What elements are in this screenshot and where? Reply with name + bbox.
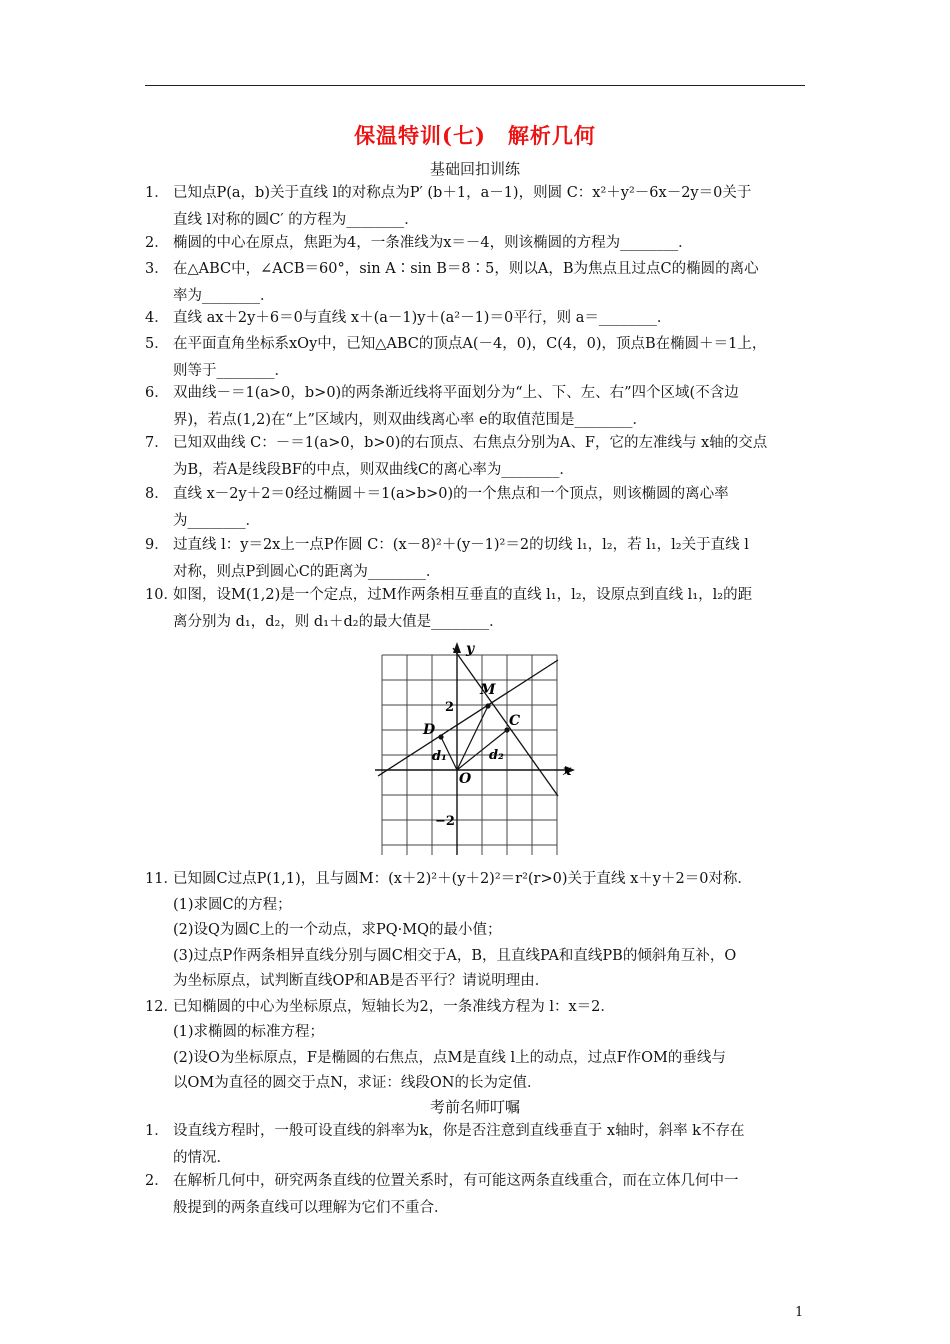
question-8: 8． 直线 x－2y＋2＝0经过椭圆＋＝1(a>b>0)的一个焦点和一个顶点，则该椭圆的离心率 为________． [145,481,813,535]
question-number: 3． [145,261,169,277]
question-12: 12．已知椭圆的中心为坐标原点，短轴长为2，一条准线方程为 l：x＝2． [145,994,813,1021]
y-axis-arrow [453,642,461,653]
question-11: 11．已知圆C过点P(1,1)，且与圆M：(x＋2)²＋(y＋2)²＝r²(r>0)关于直线 x＋y＋2＝0对称． [145,866,813,893]
tip-number: 1． [145,1123,169,1139]
question-number: 6． [145,385,169,401]
question-5: 5． 在平面直角坐标系xOy中，已知△ABC的顶点A(－4，0)，C(4，0)，顶点B在椭圆＋＝1上， 则等于________． [145,331,813,385]
question-12-part-1: (1)求椭圆的标准方程； [173,1024,325,1040]
question-number: 9． [145,537,169,553]
section-heading-tips: 考前名师叮嘱 [429,1098,520,1116]
point-D [438,734,443,739]
label-C: C [509,713,521,729]
question-12-part-2: (2)设O为坐标原点，F是椭圆的右焦点，点M是直线 l上的动点，过点F作OM的垂线与 [173,1050,726,1066]
question-9: 9． 过直线 l：y＝2x上一点P作圆 C：(x－8)²＋(y－1)²＝2的切线 l₁，l₂，若 l₁，l₂关于直线 l 对称，则点P到圆心C的距离为________． [145,532,813,586]
question-11-part-1: (1)求圆C的方程； [173,897,292,913]
question-number: 4． [145,310,169,326]
tip-1: 1． 设直线方程时，一般可设直线的斜率为k，你是否注意到直线垂直于 x轴时，斜率 k不存在 的情况． [145,1118,813,1172]
section-heading-basic: 基础回扣训练 [429,160,520,178]
tick-label-neg2: −2 [435,814,455,829]
question-number: 10． [145,587,178,603]
page-title: 保温特训(七) 解析几何 [354,123,596,148]
question-1: 1． 已知点P(a，b)关于直线 l的对称点为P′ (b＋1，a－1)，则圆 C：x²＋y²－6x－2y＝0关于 直线 l对称的圆C′ 的方程为________． [145,180,813,234]
question-2: 2． 椭圆的中心在原点，焦距为4，一条准线为x＝－4，则该椭圆的方程为________． [145,230,813,257]
label-M: M [480,682,496,698]
label-d2: d₂ [489,748,504,763]
page-number: 1 [795,1305,804,1320]
question-number: 5． [145,336,169,352]
question-11-part-3-cont: 为坐标原点，试判断直线OP和AB是否平行？请说明理由． [173,973,550,989]
y-axis-label: y [466,641,475,657]
x-axis-label: x [563,763,572,779]
question-3: 3． 在△ABC中，∠ACB＝60°，sin A∶sin B＝8∶5，则以A，B为焦点且过点C的椭圆的离心 率为________． [145,256,813,310]
tip-2: 2． 在解析几何中，研究两条直线的位置关系时，有可能这两条直线重合，而在立体几何中一 般提到的两条直线可以理解为它们不重合． [145,1168,813,1222]
label-d1: d₁ [432,749,447,764]
question-number: 8． [145,486,169,502]
question-7: 7． 已知双曲线 C：－＝1(a>0，b>0)的右顶点、右焦点分别为A、F，它的左准线与 x轴的交点 为B，若A是线段BF的中点，则双曲线C的离心率为________． [145,430,813,484]
label-D: D [423,722,436,738]
question-number: 1． [145,185,169,201]
question-10-figure [375,640,585,860]
label-O: O [459,771,472,787]
tip-number: 2． [145,1173,169,1189]
question-11-part-3: (3)过点P作两条相异直线分别与圆C相交于A，B，且直线PA和直线PB的倾斜角互补，O [173,948,737,964]
point-M [485,703,490,708]
question-6: 6． 双曲线－＝1(a>0，b>0)的两条渐近线将平面划分为“上、下、左、右”四个区域(不含边 界)，若点(1,2)在“上”区域内，则双曲线离心率 e的取值范围是________． [145,380,813,434]
tick-label-2: 2 [445,700,455,715]
question-10: 10．如图，设M(1,2)是一个定点，过M作两条相互垂直的直线 l₁，l₂，设原点到直线 l₁，l₂的距 离分别为 d₁，d₂，则 d₁＋d₂的最大值是________． [145,582,813,636]
question-4: 4． 直线 ax＋2y＋6＝0与直线 x＋(a－1)y＋(a²－1)＝0平行，则 a＝________． [145,305,813,332]
question-number: 11． [145,871,178,887]
question-number: 7． [145,435,169,451]
question-12-part-2-cont: 以OM为直径的圆交于点N，求证：线段ON的长为定值． [173,1075,542,1091]
grid-lines [382,655,557,855]
question-11-part-2: (2)设Q为圆C上的一个动点，求PQ·MQ的最小值； [173,922,502,938]
question-number: 12． [145,999,178,1015]
question-number: 2． [145,235,169,251]
header-rule [145,85,805,86]
